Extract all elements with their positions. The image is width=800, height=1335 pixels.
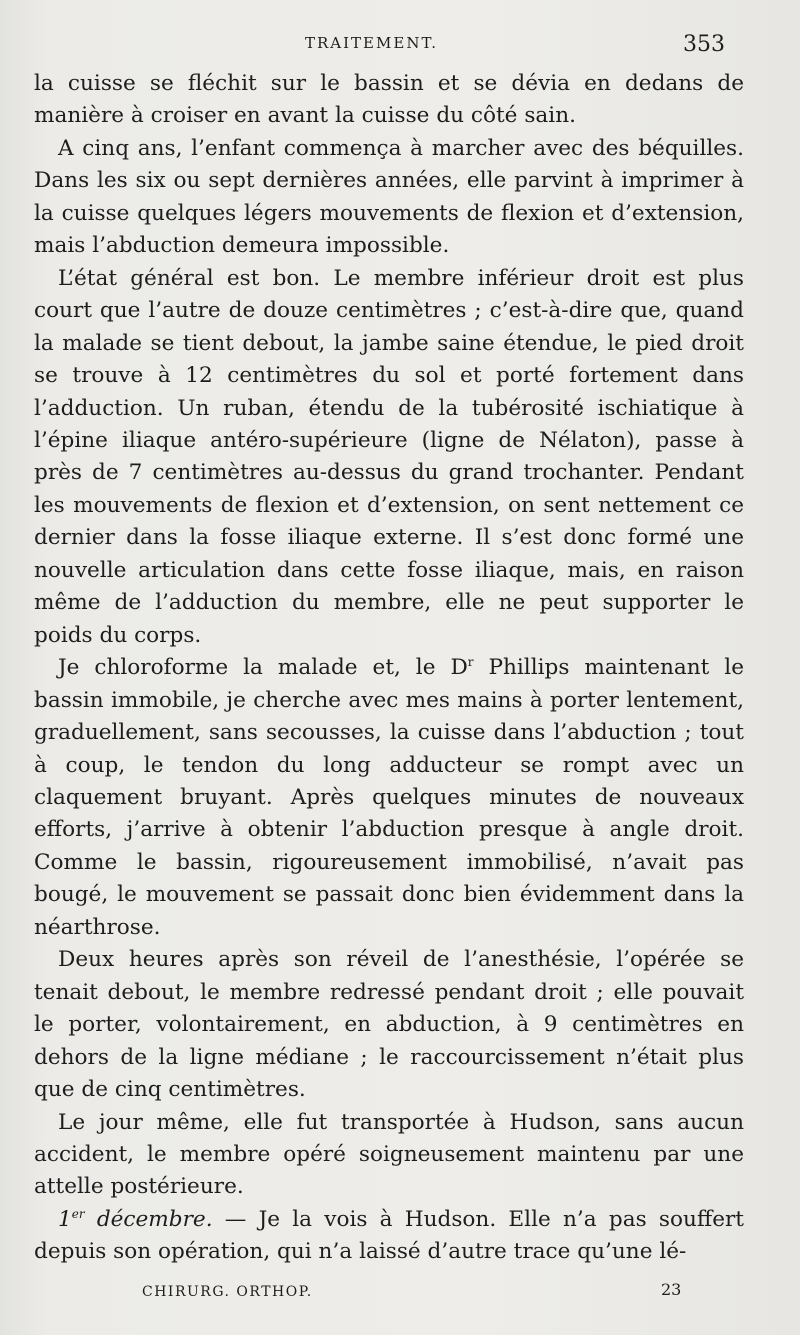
signature-mark: CHIRURG. ORTHOP. (142, 1284, 313, 1300)
doctor-abbrev-superscript: r (467, 654, 474, 669)
paragraph-2: A cinq ans, l’enfant commença à marcher avec des béquilles. Dans les six ou sept dernières années, elle parvint à imprimer à la cuisse quelques légers mouvements de flexion et d’extension, mais l’abduction demeura impossible. (34, 135, 744, 259)
page-number: 353 (683, 32, 725, 57)
entry-date-superscript: er (71, 1206, 85, 1221)
signature-number: 23 (661, 1280, 682, 1299)
page-footer (0, 1280, 800, 1310)
paragraph-3: L’état général est bon. Le membre inférieur droit est plus court que l’autre de douze centimètres ; c’est-à-dire que, quand la malade se tient debout, la jambe saine étendue, le pied droit se trouve à 12 centimètres du sol et porté fortement dans l’adduction. Un ruban, étendu de la tubérosité ischiatique à l’épine iliaque antéro-supérieure (ligne de Nélaton), passe à près de 7 centimètres au-dessus du grand trochanter. Pendant les mouvements de flexion et d’extension, on sent nettement ce dernier dans la fosse iliaque externe. Il s’est donc formé une nouvelle articulation dans cette fosse iliaque, mais, en raison même de l’adduction du membre, elle ne peut supporter le poids du corps. (34, 265, 744, 648)
paragraph-4-rest: Phillips maintenant le bassin immobile, je cherche avec mes mains à porter lentement, graduellement, sans secousses, la cuisse dans l’abduction ; tout à coup, le tendon du long adducteur se rompt avec un claquement bruyant. Après quelques minutes de nouveaux efforts, j’arrive à obtenir l’abduction presque à angle droit. Comme le bassin, rigoureusement immobilisé, n’avait pas bougé, le mouvement se passait donc bien évidemment dans la néarthrose. (34, 655, 744, 940)
paragraph-1: la cuisse se fléchit sur le bassin et se dévia en dedans de manière à croiser en avant la cuisse du côté sain. (34, 71, 744, 129)
entry-date-month: décembre. (84, 1206, 213, 1232)
entry-date (58, 1207, 213, 1232)
entry-date-number: 1 (58, 1206, 72, 1232)
paragraph-7 (34, 1204, 744, 1269)
body-text (34, 68, 744, 1269)
paragraph-4-start: Je chloroforme la malade et, le D (58, 655, 468, 681)
paragraph-4 (34, 652, 744, 944)
paragraph-7-text: — Je la vois à Hudson. Elle n’a pas souffert depuis son opération, qui n’a laissé d’autre trace qu’une lé- (34, 1206, 744, 1265)
running-title: TRAITEMENT. (305, 34, 439, 52)
paragraph-6: Le jour même, elle fut transportée à Hudson, sans aucun accident, le membre opéré soigneusement maintenu par une attelle postérieure. (34, 1109, 744, 1200)
running-head (0, 30, 800, 60)
paragraph-5: Deux heures après son réveil de l’anesthésie, l’opérée se tenait debout, le membre redressé pendant droit ; elle pouvait le porter, volontairement, en abduction, à 9 centimètres en dehors de la ligne médiane ; le raccourcissement n’était plus que de cinq centimètres. (34, 947, 744, 1103)
